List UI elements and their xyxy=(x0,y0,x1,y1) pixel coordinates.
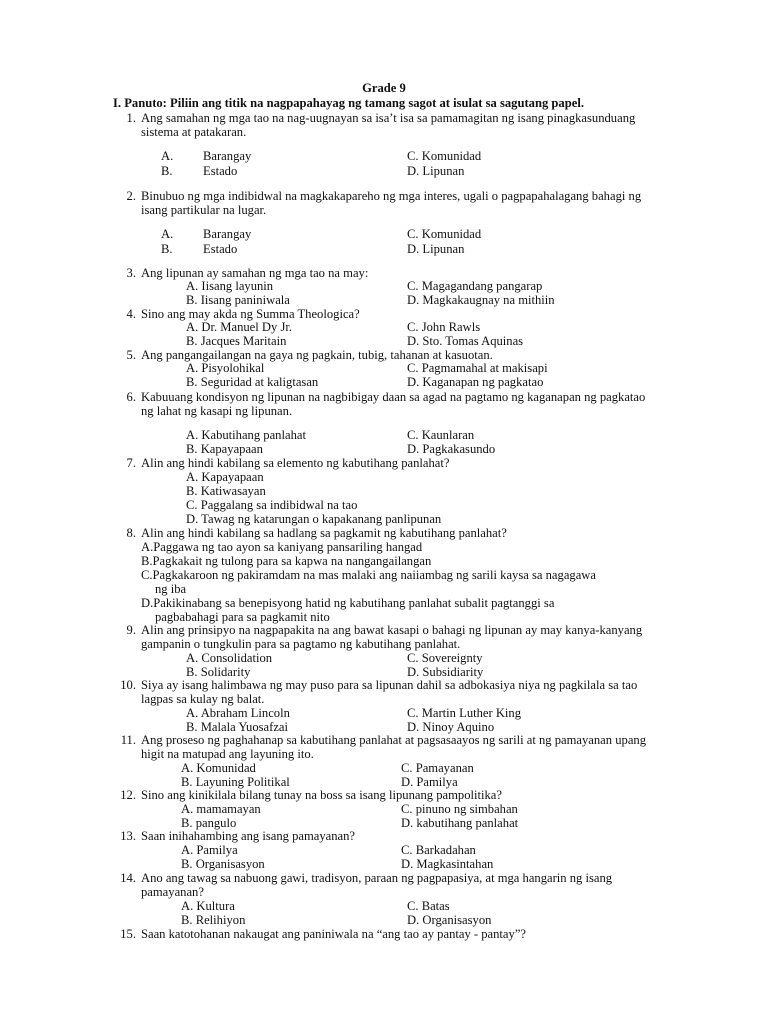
option-d: D. Ninoy Aquino xyxy=(407,720,495,734)
option-b: B. Kapayapaan xyxy=(186,442,263,456)
option-b: B. Katiwasayan xyxy=(186,484,266,498)
option-d: D. Pagkakasundo xyxy=(407,442,496,456)
option-c: C. Kaunlaran xyxy=(407,428,475,442)
option-a: A. mamamayan xyxy=(181,802,261,816)
question-text: Alin ang hindi kabilang sa elemento ng kabutihang panlahat? xyxy=(141,456,450,470)
option-a: A. Pisyolohikal xyxy=(186,361,265,375)
option-b: B. Organisasyon xyxy=(181,857,265,871)
option-c: C.Pagkakaroon ng pakiramdam na mas malaki ang naiiambag ng sarili kaysa sa nagagawa xyxy=(141,568,596,582)
option-a: A.Paggawa ng tao ayon sa kaniyang pansariling hangad xyxy=(141,540,423,554)
option-c: C. Magagandang pangarap xyxy=(407,279,543,293)
page-title: Grade 9 xyxy=(362,81,406,95)
option-d: D. Magkakaugnay na mithiin xyxy=(407,293,555,307)
option-d: D. kabutihang panlahat xyxy=(401,816,519,830)
question-text: Saan katotohanan nakaugat ang paniniwala na “ang tao ay pantay - pantay”? xyxy=(141,927,526,941)
question-number: 6. xyxy=(126,390,136,404)
option-b: B. Layuning Politikal xyxy=(181,775,290,789)
question-number: 5. xyxy=(126,348,136,362)
option-c: C. Komunidad xyxy=(407,227,482,241)
option-c: C. pinuno ng simbahan xyxy=(401,802,518,816)
option-c-continued: ng iba xyxy=(155,582,187,596)
question-number: 11. xyxy=(120,733,136,747)
question-text: Ano ang tawag sa nabuong gawi, tradisyon, paraan ng pagpapasiya, at mga hangarin ng isang pamayanan? xyxy=(141,871,613,899)
option-a: A. Dr. Manuel Dy Jr. xyxy=(186,320,292,334)
option-b: B. Estado xyxy=(161,242,238,256)
option-b: B. Iisang paniniwala xyxy=(186,293,290,307)
option-b: B. Jacques Maritain xyxy=(186,334,287,348)
option-a: A. Barangay xyxy=(161,149,252,163)
question-text: Sino ang kinikilala bilang tunay na boss sa isang lipunang pampolitika? xyxy=(141,788,502,802)
option-c: C. Batas xyxy=(407,899,450,913)
option-b: B. Malala Yuosafzai xyxy=(186,720,288,734)
option-a: A. Consolidation xyxy=(186,651,273,665)
option-a: A. Abraham Lincoln xyxy=(186,706,290,720)
question-number: 3. xyxy=(126,266,136,280)
option-a: A. Kabutihang panlahat xyxy=(186,428,306,442)
question-number: 4. xyxy=(126,307,136,321)
option-a: A. Barangay xyxy=(161,227,252,241)
option-c: C. Pamayanan xyxy=(401,761,474,775)
option-c: C. Barkadahan xyxy=(401,843,476,857)
option-a: A. Iisang layunin xyxy=(186,279,274,293)
question-number: 10. xyxy=(120,678,136,692)
question-text: Binubuo ng mga indibidwal na magkakapareho ng mga interes, ugali o pagpapahalagang bahagi ng isang partikular na lugar. xyxy=(141,189,642,217)
question-text: Alin ang hindi kabilang sa hadlang sa pagkamit ng kabutihang panlahat? xyxy=(141,526,507,540)
option-a: A. Kultura xyxy=(181,899,235,913)
question-text: Ang pangangailangan na gaya ng pagkain, tubig, tahanan at kasuotan. xyxy=(141,348,493,362)
option-a: A. Kapayapaan xyxy=(186,470,264,484)
option-c: C. John Rawls xyxy=(407,320,481,334)
option-c: C. Pagmamahal at makisapi xyxy=(407,361,548,375)
option-d: D. Sto. Tomas Aquinas xyxy=(407,334,524,348)
question-text: Alin ang prinsipyo na nagpapakita na ang bawat kasapi o bahagi ng lipunan ay may kanya-kanyang gampanin o tungkulin para sa pagtamo ng kabutihang panlahat. xyxy=(141,623,643,651)
question-number: 8. xyxy=(126,526,136,540)
question-number: 1. xyxy=(126,111,136,125)
option-d: D. Tawag ng katarungan o kapakanang panlipunan xyxy=(186,512,442,526)
option-b: B. Seguridad at kaligtasan xyxy=(186,375,319,389)
question-number: 7. xyxy=(126,456,136,470)
question-number: 15. xyxy=(120,927,136,941)
option-b: B. Estado xyxy=(161,164,238,178)
option-d: D. Kaganapan ng pagkatao xyxy=(407,375,544,389)
option-d: D.Pakikinabang sa benepisyong hatid ng kabutihang panlahat subalit pagtanggi sa xyxy=(141,596,555,610)
question-text: Kabuuang kondisyon ng lipunan na nagbibigay daan sa agad na pagtamo ng kaganapan ng pagkatao ng lahat ng kasapi ng lipunan. xyxy=(141,390,646,418)
question-text: Siya ay isang halimbawa ng may puso para sa lipunan dahil sa adbokasiya niya ng pagkilala sa tao lagpas sa kulay ng balat. xyxy=(141,678,638,706)
question-number: 2. xyxy=(126,189,136,203)
option-d: D. Subsidiarity xyxy=(407,665,484,679)
question-text: Ang proseso ng paghahanap sa kabutihang panlahat at pagsasaayos ng sarili at ng pamayanan upang higit na matupad ang layuning ito. xyxy=(141,733,646,761)
option-d: D. Lipunan xyxy=(407,164,465,178)
instruction: I. Panuto: Piliin ang titik na nagpapahayag ng tamang sagot at isulat sa sagutang papel. xyxy=(113,96,584,110)
question-text: Saan inihahambing ang isang pamayanan? xyxy=(141,829,356,843)
option-d: D. Pamilya xyxy=(401,775,458,789)
question-text: Ang samahan ng mga tao na nag-uugnayan sa isa’t isa sa pamamagitan ng isang pinagkasunduang sistema at patakaran. xyxy=(141,111,636,139)
option-b: B. pangulo xyxy=(181,816,237,830)
option-b: B. Solidarity xyxy=(186,665,251,679)
option-b: B. Relihiyon xyxy=(181,913,246,927)
question-number: 14. xyxy=(120,871,136,885)
question-number: 13. xyxy=(120,829,136,843)
option-c: C. Martin Luther King xyxy=(407,706,522,720)
option-c: C. Sovereignty xyxy=(407,651,483,665)
option-d: D. Lipunan xyxy=(407,242,465,256)
question-number: 12. xyxy=(120,788,136,802)
question-number: 9. xyxy=(126,623,136,637)
option-c: C. Paggalang sa indibidwal na tao xyxy=(186,498,358,512)
question-text: Sino ang may akda ng Summa Theologica? xyxy=(141,307,360,321)
option-d: D. Magkasintahan xyxy=(401,857,494,871)
option-d: D. Organisasyon xyxy=(407,913,492,927)
option-b: B.Pagkakait ng tulong para sa kapwa na nangangailangan xyxy=(141,554,432,568)
option-a: A. Komunidad xyxy=(181,761,256,775)
option-d-continued: pagbabahagi para sa pagkamit nito xyxy=(155,610,330,624)
question-text: Ang lipunan ay samahan ng mga tao na may: xyxy=(141,266,369,280)
option-c: C. Komunidad xyxy=(407,149,482,163)
option-a: A. Pamilya xyxy=(181,843,238,857)
